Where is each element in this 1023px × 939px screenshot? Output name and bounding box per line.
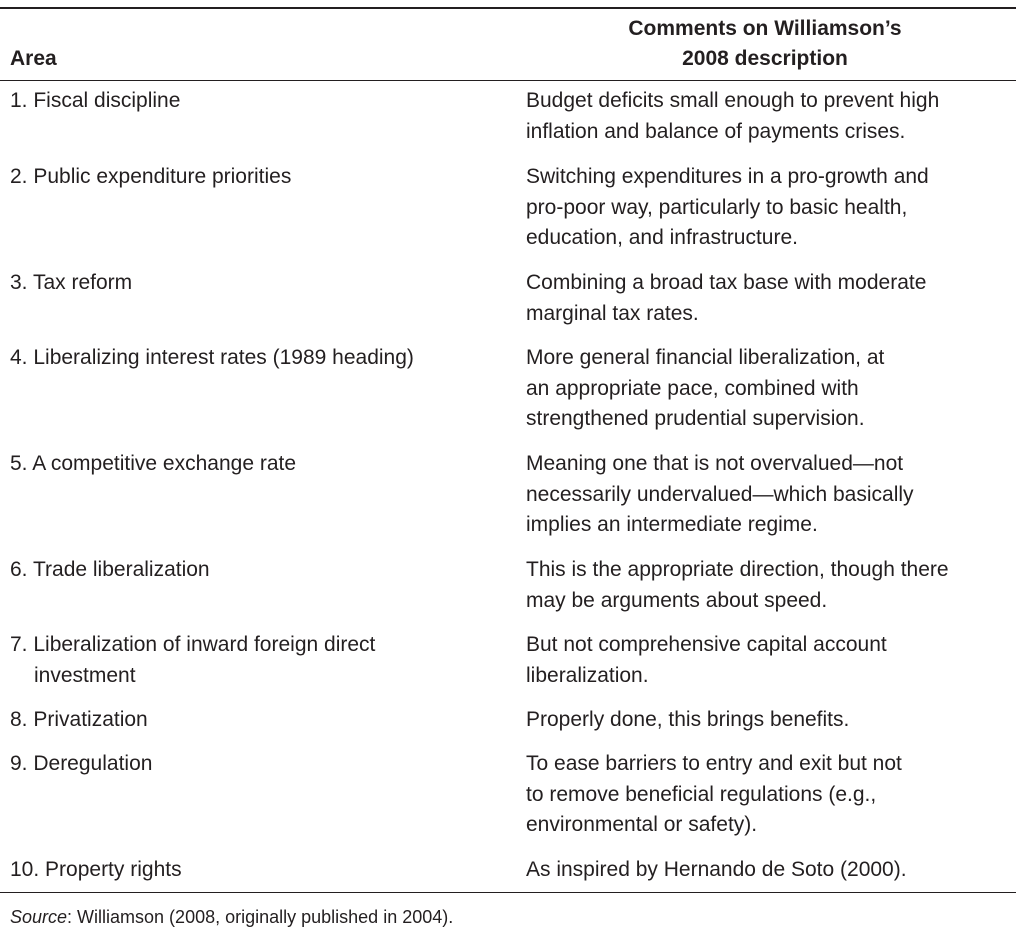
column-header-comments xyxy=(560,14,970,74)
area-cell xyxy=(10,705,500,736)
comment-line: Budget deficits small enough to prevent high xyxy=(526,89,940,112)
comment-line: Properly done, this brings benefits. xyxy=(526,708,850,731)
table-row xyxy=(0,86,1016,162)
comment-cell xyxy=(526,705,1014,736)
table-row xyxy=(0,162,1016,268)
comment-cell xyxy=(526,749,1014,841)
area-line: 7. Liberalization of inward foreign direct xyxy=(10,633,376,656)
header-divider-rule xyxy=(0,80,1016,81)
column-header-comments-line1: Comments on Williamson’s xyxy=(628,17,902,40)
source-label: Source xyxy=(10,907,68,927)
table-row xyxy=(0,449,1016,555)
comment-line: pro-poor way, particularly to basic health, xyxy=(526,195,908,219)
comment-cell xyxy=(526,268,1014,329)
area-cell xyxy=(10,268,500,299)
column-header-comments-line2: 2008 description xyxy=(682,47,848,70)
table-row xyxy=(0,855,1016,897)
table-row xyxy=(0,630,1016,705)
source-text: : Williamson (2008, originally published in 2004). xyxy=(67,907,454,927)
comment-line: Meaning one that is not overvalued—not xyxy=(526,452,904,475)
table-row xyxy=(0,343,1016,449)
table-row xyxy=(0,268,1016,343)
comment-line: Combining a broad tax base with moderate xyxy=(526,271,927,294)
comment-line: But not comprehensive capital account xyxy=(526,633,887,656)
comment-cell xyxy=(526,855,1014,886)
comment-line: education, and infrastructure. xyxy=(526,226,798,249)
area-line: 10. Property rights xyxy=(10,858,182,881)
area-cell xyxy=(10,86,500,117)
comment-line: inflation and balance of payments crises. xyxy=(526,119,906,143)
table-body xyxy=(0,86,1016,897)
comment-line: necessarily undervalued—which basically xyxy=(526,482,914,506)
comment-cell xyxy=(526,555,1014,616)
comment-line: an appropriate pace, combined with xyxy=(526,376,859,400)
area-line: 1. Fiscal discipline xyxy=(10,89,181,112)
comment-line: environmental or safety). xyxy=(526,813,758,836)
comment-line: More general financial liberalization, at xyxy=(526,346,885,369)
comment-line: marginal tax rates. xyxy=(526,301,699,325)
area-line: 9. Deregulation xyxy=(10,752,153,775)
area-line: 3. Tax reform xyxy=(10,271,133,294)
table-row xyxy=(0,705,1016,749)
area-line: 6. Trade liberalization xyxy=(10,558,210,581)
area-cell xyxy=(10,555,500,586)
comment-line: As inspired by Hernando de Soto (2000). xyxy=(526,858,907,881)
area-cell xyxy=(10,343,500,374)
table-row xyxy=(0,749,1016,855)
area-cell xyxy=(10,449,500,480)
comment-cell xyxy=(526,630,1014,691)
comment-line: implies an intermediate regime. xyxy=(526,513,818,536)
comment-cell xyxy=(526,343,1014,435)
comment-line: to remove beneficial regulations (e.g., xyxy=(526,782,877,806)
source-note xyxy=(10,904,453,930)
area-line: 4. Liberalizing interest rates (1989 heading) xyxy=(10,346,414,369)
area-cell xyxy=(10,855,500,886)
table-row xyxy=(0,555,1016,630)
comment-line: may be arguments about speed. xyxy=(526,588,828,612)
area-line: investment xyxy=(34,663,136,687)
comment-cell xyxy=(526,86,1014,147)
comment-cell xyxy=(526,162,1014,254)
table-top-rule xyxy=(0,7,1016,9)
area-line: 8. Privatization xyxy=(10,708,148,731)
comment-line: This is the appropriate direction, though there xyxy=(526,558,949,581)
table-bottom-rule xyxy=(0,892,1016,893)
comment-line: strengthened prudential supervision. xyxy=(526,407,865,430)
comment-cell xyxy=(526,449,1014,541)
area-line: 5. A competitive exchange rate xyxy=(10,452,297,475)
comment-line: To ease barriers to entry and exit but not xyxy=(526,752,902,775)
area-cell xyxy=(10,162,500,193)
comment-line: liberalization. xyxy=(526,663,649,687)
area-cell xyxy=(10,749,500,780)
area-cell xyxy=(10,630,500,691)
column-header-area: Area xyxy=(10,47,57,70)
area-line: 2. Public expenditure priorities xyxy=(10,165,292,188)
comment-line: Switching expenditures in a pro-growth and xyxy=(526,165,929,188)
